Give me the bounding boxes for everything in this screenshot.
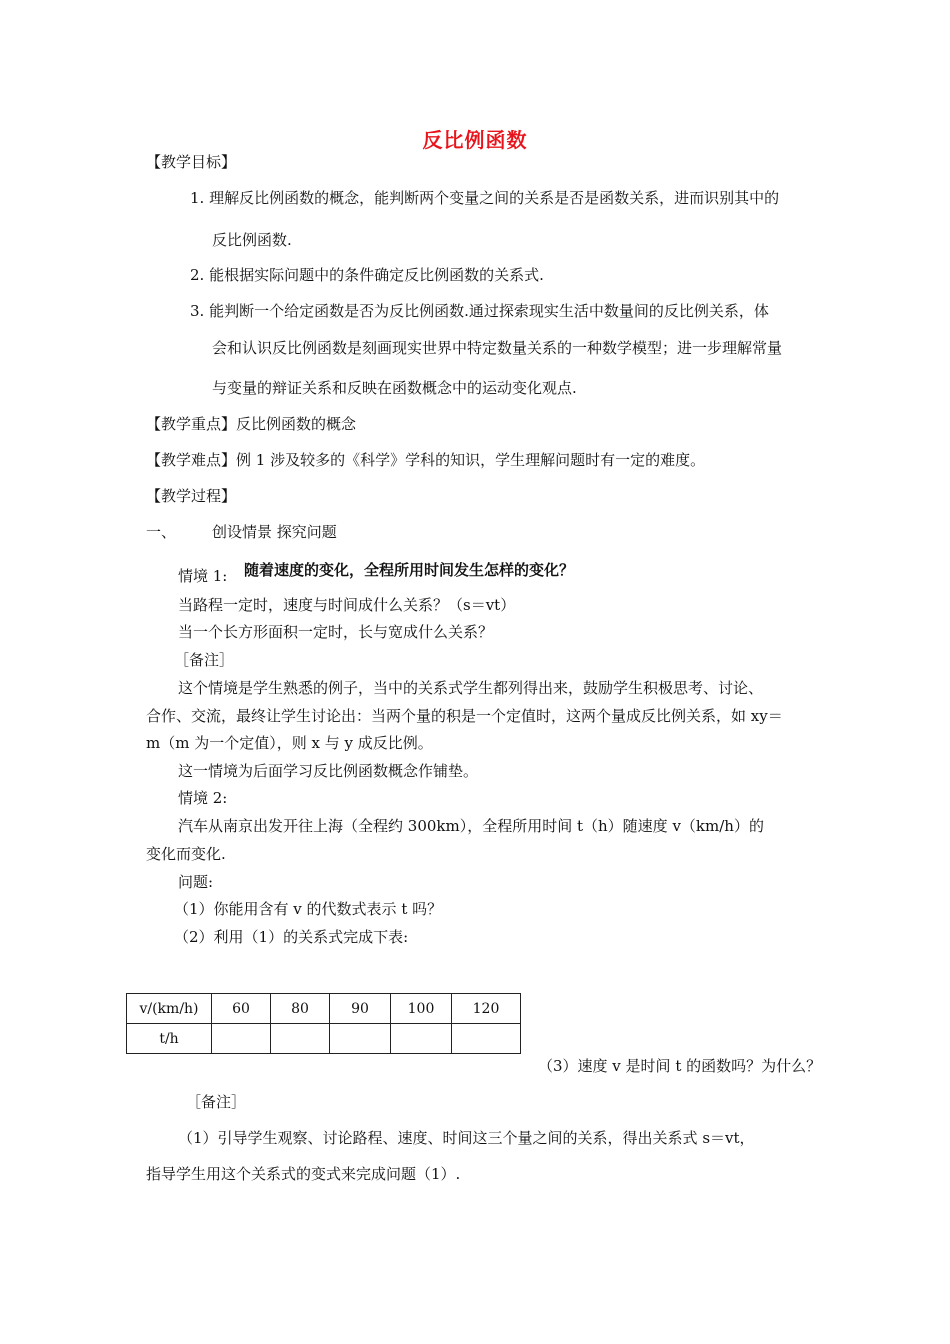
goal-3-line-2: 会和认识反比例函数是刻画现实世界中特定数量关系的一种数学模型；进一步理解常量 bbox=[212, 339, 783, 357]
table-cell-speed: 100 bbox=[391, 994, 452, 1024]
table-cell-speed: 60 bbox=[212, 994, 271, 1024]
goal-2: 2. 能根据实际问题中的条件确定反比例函数的关系式. bbox=[190, 266, 544, 284]
goals-heading: 【教学目标】 bbox=[146, 153, 237, 171]
table-row bbox=[127, 1024, 521, 1054]
table-cell-time bbox=[452, 1024, 521, 1054]
problem-label: 问题: bbox=[178, 873, 214, 891]
scenario-1-note-line-1: 这个情境是学生熟悉的例子，当中的关系式学生都列得出来，鼓励学生积极思考、讨论、 bbox=[178, 679, 764, 697]
scenario-2-text-line-1: 汽车从南京出发开往上海（全程约 300km），全程所用时间 t（h）随速度 v（km/h）的 bbox=[178, 817, 764, 835]
goal-3-line-1: 3. 能判断一个给定函数是否为反比例函数.通过探索现实生活中数量间的反比例关系，体 bbox=[190, 302, 769, 320]
scenario-2-note-line-2: 指导学生用这个关系式的变式来完成问题（1）. bbox=[146, 1165, 461, 1183]
table-cell-speed: 90 bbox=[330, 994, 391, 1024]
scenario-1-note-line-3: m（m 为一个定值），则 x 与 y 成反比例。 bbox=[146, 734, 433, 752]
scenario-2-note-label: ［备注］ bbox=[186, 1093, 247, 1111]
problem-1: （1）你能用含有 v 的代数式表示 t 吗？ bbox=[174, 900, 443, 918]
scenario-2-note-line-1: （1）引导学生观察、讨论路程、速度、时间这三个量之间的关系，得出关系式 s＝vt， bbox=[178, 1129, 755, 1147]
difficulty: 【教学难点】例 1 涉及较多的《科学》学科的知识，学生理解问题时有一定的难度。 bbox=[146, 451, 706, 469]
table-cell-time bbox=[330, 1024, 391, 1054]
scenario-2-label: 情境 2: bbox=[178, 789, 228, 807]
part-1-number: 一、 bbox=[146, 523, 177, 541]
table-cell-time bbox=[271, 1024, 330, 1054]
goal-3-line-3: 与变量的辩证关系和反映在函数概念中的运动变化观点. bbox=[212, 379, 577, 397]
goal-1-line-1: 1. 理解反比例函数的概念，能判断两个变量之间的关系是否是函数关系，进而识别其中的 bbox=[190, 189, 780, 207]
goal-1-line-2: 反比例函数. bbox=[212, 231, 292, 249]
table-header-time: t/h bbox=[127, 1024, 212, 1054]
table-cell-speed: 80 bbox=[271, 994, 330, 1024]
scenario-1-question: 随着速度的变化，全程所用时间发生怎样的变化？ bbox=[244, 561, 575, 579]
key-point: 【教学重点】反比例函数的概念 bbox=[146, 415, 357, 433]
speed-time-table bbox=[126, 993, 521, 1054]
scenario-1-note-line-2: 合作、交流，最终让学生讨论出：当两个量的积是一个定值时，这两个量成反比例关系，如 xy＝ bbox=[146, 707, 783, 725]
table-row bbox=[127, 994, 521, 1024]
table-header-speed: v/(km/h) bbox=[127, 994, 212, 1024]
scenario-1-note-line-4: 这一情境为后面学习反比例函数概念作铺垫。 bbox=[178, 762, 479, 780]
problem-3: （3）速度 v 是时间 t 的函数吗？为什么？ bbox=[538, 1057, 822, 1075]
table-cell-time bbox=[212, 1024, 271, 1054]
scenario-1-note-label: ［备注］ bbox=[174, 651, 235, 669]
scenario-1-q1: 当路程一定时，速度与时间成什么关系？（s＝vt） bbox=[178, 596, 516, 614]
scenario-2-text-line-2: 变化而变化. bbox=[146, 845, 226, 863]
page-title: 反比例函数 bbox=[422, 128, 528, 152]
table-cell-speed: 120 bbox=[452, 994, 521, 1024]
table-cell-time bbox=[391, 1024, 452, 1054]
process-heading: 【教学过程】 bbox=[146, 487, 237, 505]
scenario-1-label: 情境 1: bbox=[178, 567, 228, 585]
scenario-1-q2: 当一个长方形面积一定时，长与宽成什么关系？ bbox=[178, 623, 494, 641]
part-1-title: 创设情景 探究问题 bbox=[212, 523, 337, 541]
problem-2: （2）利用（1）的关系式完成下表: bbox=[174, 928, 409, 946]
